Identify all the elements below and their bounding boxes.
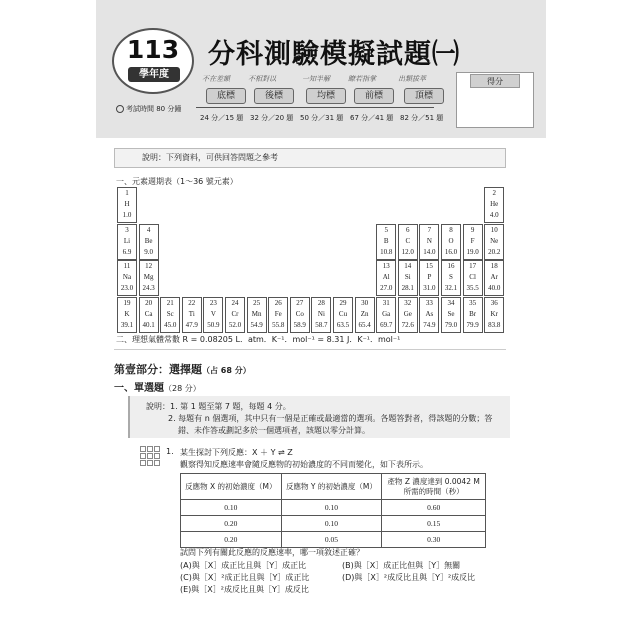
table-row	[181, 500, 486, 516]
atomic-number: 28	[317, 298, 325, 307]
part-title: 第壹部分：選擇題（占 68 分）	[114, 363, 251, 376]
grid-box	[147, 446, 153, 452]
element-symbol: H	[124, 200, 130, 208]
atomic-mass: 72.6	[401, 320, 414, 329]
element-cell	[160, 297, 180, 333]
level-low: 後標	[254, 88, 294, 104]
element-cell	[290, 297, 310, 333]
element-cell	[484, 297, 504, 333]
atomic-mass: 19.0	[466, 247, 479, 256]
level-range: 32 分／20 題	[250, 114, 294, 122]
info-text: 說明：下列資料，可供回答問題之參考	[142, 153, 278, 162]
scale-line	[196, 107, 434, 112]
element-symbol: Cu	[338, 309, 348, 318]
atomic-mass: 40.0	[488, 284, 501, 292]
data-table	[180, 473, 486, 548]
element-symbol: B	[383, 236, 389, 245]
atomic-number: 14	[404, 262, 412, 270]
element-cell	[355, 297, 375, 333]
atomic-mass: 9.0	[144, 247, 153, 256]
atomic-number: 2	[492, 189, 496, 197]
atomic-number: 13	[382, 262, 390, 270]
question-stem: 某生探討下列反應：X ＋ Y ⇌ Z	[180, 448, 293, 457]
atomic-mass: 23.0	[120, 284, 134, 292]
atomic-mass: 31.0	[423, 284, 436, 292]
atomic-mass: 4.0	[489, 211, 499, 219]
level-note: 出類拔萃	[398, 75, 426, 83]
level-range: 24 分／15 題	[200, 114, 244, 122]
grid-box	[147, 460, 153, 466]
element-cell	[225, 297, 245, 333]
level-note: 不在差額	[202, 75, 230, 83]
atomic-number: 34	[447, 298, 455, 307]
atomic-mass: 40.1	[142, 320, 155, 329]
element-cell	[484, 260, 504, 296]
atomic-mass: 52.0	[228, 320, 242, 329]
element-cell	[441, 260, 461, 296]
element-cell	[484, 187, 504, 223]
atomic-mass: 50.9	[207, 320, 220, 329]
atomic-number: 3	[125, 225, 129, 234]
atomic-mass: 58.9	[293, 320, 306, 329]
element-symbol: Mg	[143, 273, 154, 281]
atomic-number: 25	[253, 298, 261, 307]
table-header-row	[181, 474, 486, 500]
table-row	[181, 532, 486, 548]
element-cell	[484, 224, 504, 260]
atomic-mass: 79.9	[466, 320, 479, 329]
element-symbol: Cr	[231, 309, 239, 318]
element-symbol: S	[449, 273, 453, 281]
grid-box	[140, 446, 146, 452]
element-cell	[117, 260, 137, 296]
level-high: 前標	[354, 88, 394, 104]
question-prompt: 試問下列有關此反應的反應速率，哪一項敘述正確？	[180, 548, 364, 557]
level-range: 67 分／41 題	[350, 114, 394, 122]
clock-icon	[116, 105, 124, 113]
level-note: 一知半解	[302, 75, 330, 83]
atomic-mass: 6.9	[122, 247, 132, 256]
element-cell	[182, 297, 202, 333]
option-e[interactable]: (E)與［X］²成反比且與［Y］成反比	[180, 585, 309, 594]
atomic-mass: 1.0	[122, 211, 132, 219]
element-symbol: Ar	[490, 273, 498, 281]
element-symbol: Ga	[382, 309, 391, 318]
divider	[114, 349, 506, 350]
atomic-mass: 14.0	[423, 247, 436, 256]
element-symbol: Li	[123, 236, 131, 245]
element-symbol: V	[210, 309, 216, 318]
table-cell: 0.10	[181, 500, 282, 516]
atomic-mass: 79.0	[444, 320, 458, 329]
atomic-mass: 69.7	[380, 320, 393, 329]
element-symbol: C	[405, 236, 411, 245]
atomic-number: 17	[469, 262, 477, 270]
element-symbol: Ti	[188, 309, 195, 318]
question-number: 1.	[166, 447, 174, 456]
element-symbol: F	[470, 236, 475, 245]
table-cell: 0.10	[281, 516, 382, 532]
level-top: 頂標	[404, 88, 444, 104]
option-a[interactable]: (A)與［X］成正比且與［Y］成正比	[180, 561, 307, 570]
atomic-number: 20	[145, 298, 153, 307]
atomic-mass: 28.1	[401, 284, 414, 292]
element-cell	[463, 260, 483, 296]
atomic-number: 1	[125, 189, 129, 197]
table-cell: 0.10	[281, 500, 382, 516]
element-cell	[203, 297, 223, 333]
atomic-number: 36	[490, 298, 498, 307]
rule-line: 2. 每題有 n 個選項，其中只有一個是正確或最適當的選項。各題答對者，得該題的分數；答	[168, 414, 493, 423]
atomic-mass: 45.0	[164, 320, 177, 329]
atomic-number: 7	[427, 225, 432, 234]
element-cell	[441, 224, 461, 260]
element-cell	[398, 260, 418, 296]
element-symbol: Be	[144, 236, 153, 245]
atomic-number: 8	[449, 225, 453, 234]
level-average: 均標	[306, 88, 346, 104]
atomic-mass: 39.1	[120, 320, 134, 329]
level-range: 50 分／31 題	[300, 114, 344, 122]
badge-number: 113	[126, 35, 180, 64]
atomic-number: 5	[384, 225, 388, 234]
score-label: 得分	[470, 74, 520, 88]
atomic-number: 4	[146, 225, 151, 234]
element-cell	[333, 297, 353, 333]
element-cell	[139, 224, 159, 260]
table-cell: 0.30	[382, 532, 486, 548]
grid-box	[140, 460, 146, 466]
question-observation: 觀察得知反應速率會隨反應物的初始濃度的不同而變化，如下表所示。	[180, 460, 428, 469]
element-symbol: Co	[295, 309, 304, 318]
atomic-mass: 12.0	[401, 247, 414, 256]
rule-line: 說明：1. 第 1 題至第 7 題，每題 4 分。	[146, 402, 291, 411]
option-b[interactable]: (B)與［X］成正比但與［Y］無關	[342, 561, 461, 570]
atomic-number: 6	[406, 225, 410, 234]
element-symbol: Sc	[166, 309, 174, 318]
rule-line: 錯、未作答或劃記多於一個選項者，該題以零分計算。	[178, 426, 370, 435]
atomic-number: 31	[382, 298, 390, 307]
atomic-mass: 74.9	[423, 320, 436, 329]
element-symbol: Br	[469, 309, 477, 318]
element-cell	[117, 187, 137, 223]
answer-grid	[140, 446, 164, 470]
element-symbol: Cl	[469, 273, 476, 281]
table-row	[181, 516, 486, 532]
atomic-number: 12	[145, 262, 153, 270]
atomic-number: 27	[296, 298, 304, 307]
level-range: 82 分／51 題	[400, 114, 444, 122]
table-cell: 0.20	[181, 516, 282, 532]
atomic-number: 15	[425, 262, 433, 270]
atomic-number: 24	[231, 298, 239, 307]
element-cell	[139, 260, 159, 296]
element-symbol: Ne	[490, 236, 499, 245]
atomic-mass: 55.8	[272, 320, 285, 329]
badge-year-label: 學年度	[128, 67, 180, 82]
grid-box	[147, 453, 153, 459]
atomic-number: 19	[123, 298, 131, 307]
atomic-mass: 27.0	[380, 284, 393, 292]
element-symbol: P	[427, 273, 432, 281]
atomic-mass: 63.5	[336, 320, 350, 329]
atomic-number: 26	[274, 298, 282, 307]
element-cell	[117, 297, 137, 333]
element-cell	[419, 297, 439, 333]
atomic-number: 22	[188, 298, 196, 307]
periodic-table	[117, 187, 507, 327]
atomic-number: 23	[209, 298, 217, 307]
atomic-mass: 65.4	[358, 320, 371, 329]
element-cell	[419, 224, 439, 260]
atomic-mass: 24.3	[142, 284, 155, 292]
atomic-mass: 10.8	[380, 247, 393, 256]
atomic-mass: 83.8	[488, 320, 501, 329]
element-symbol: As	[425, 309, 434, 318]
gas-constant: 二、理想氣體常數 R = 0.08205 L．atm．K⁻¹．mol⁻¹ = 8.31 J．K⁻¹．mol⁻¹	[116, 335, 401, 344]
element-symbol: Ge	[403, 309, 412, 318]
atomic-mass: 35.5	[466, 284, 479, 292]
element-symbol: K	[124, 309, 130, 318]
atomic-mass: 54.9	[250, 320, 263, 329]
column-header: 反應物 X 的初始濃度（M）	[181, 474, 282, 500]
atomic-mass: 20.2	[488, 247, 501, 256]
periodic-table-title: 一、元素週期表（1～36 號元素）	[116, 177, 238, 186]
option-d[interactable]: (D)與［X］²成反比且與［Y］²成反比	[342, 573, 476, 582]
element-cell	[419, 260, 439, 296]
grid-box	[140, 453, 146, 459]
atomic-number: 32	[404, 298, 412, 307]
atomic-number: 29	[339, 298, 347, 307]
element-symbol: Mn	[251, 309, 262, 318]
element-cell	[463, 224, 483, 260]
atomic-mass: 32.1	[444, 284, 458, 292]
element-symbol: Zn	[360, 309, 369, 318]
element-cell	[441, 297, 461, 333]
atomic-number: 11	[123, 262, 131, 270]
element-symbol: Ni	[317, 309, 325, 318]
grid-box	[154, 453, 160, 459]
element-cell	[463, 297, 483, 333]
atomic-mass: 58.7	[315, 320, 328, 329]
element-symbol: Kr	[490, 309, 498, 318]
level-note: 不相對以	[248, 75, 276, 83]
level-note: 瞭若指掌	[348, 75, 376, 83]
exam-title: 分科測驗模擬試題㈠	[208, 39, 460, 70]
table-cell: 0.20	[181, 532, 282, 548]
atomic-number: 10	[490, 225, 498, 234]
element-symbol: Fe	[274, 309, 282, 318]
atomic-mass: 16.0	[444, 247, 458, 256]
grid-box	[154, 446, 160, 452]
element-cell	[268, 297, 288, 333]
grid-box	[154, 460, 160, 466]
element-cell	[398, 224, 418, 260]
option-c[interactable]: (C)與［X］²成正比且與［Y］成正比	[180, 573, 310, 582]
element-symbol: He	[490, 200, 499, 208]
element-symbol: N	[426, 236, 432, 245]
atomic-number: 30	[361, 298, 369, 307]
exam-timing: 考試時間 80 分鐘	[116, 104, 181, 114]
element-cell	[376, 260, 396, 296]
column-header: 反應物 Y 的初始濃度（M）	[281, 474, 382, 500]
element-cell	[376, 224, 396, 260]
table-cell: 0.60	[382, 500, 486, 516]
element-cell	[139, 297, 159, 333]
atomic-number: 9	[470, 225, 475, 234]
element-symbol: Si	[404, 273, 411, 281]
atomic-number: 33	[425, 298, 433, 307]
table-cell: 0.15	[382, 516, 486, 532]
element-symbol: Se	[447, 309, 455, 318]
atomic-number: 35	[469, 298, 477, 307]
section-title: 一、單選題（28 分）	[114, 383, 201, 394]
element-cell	[117, 224, 137, 260]
element-symbol: Al	[382, 273, 390, 281]
atomic-number: 21	[166, 298, 174, 307]
element-symbol: Ca	[144, 309, 153, 318]
element-symbol: Na	[122, 273, 132, 281]
element-cell	[311, 297, 331, 333]
atomic-number: 16	[447, 262, 455, 270]
table-cell: 0.05	[281, 532, 382, 548]
atomic-mass: 47.9	[185, 320, 198, 329]
atomic-number: 18	[490, 262, 498, 270]
element-cell	[247, 297, 267, 333]
element-cell	[376, 297, 396, 333]
column-header: 產物 Z 濃度達到 0.0042 M 所需的時間（秒）	[382, 474, 486, 500]
element-cell	[398, 297, 418, 333]
element-symbol: O	[448, 236, 454, 245]
level-bottom: 底標	[206, 88, 246, 104]
